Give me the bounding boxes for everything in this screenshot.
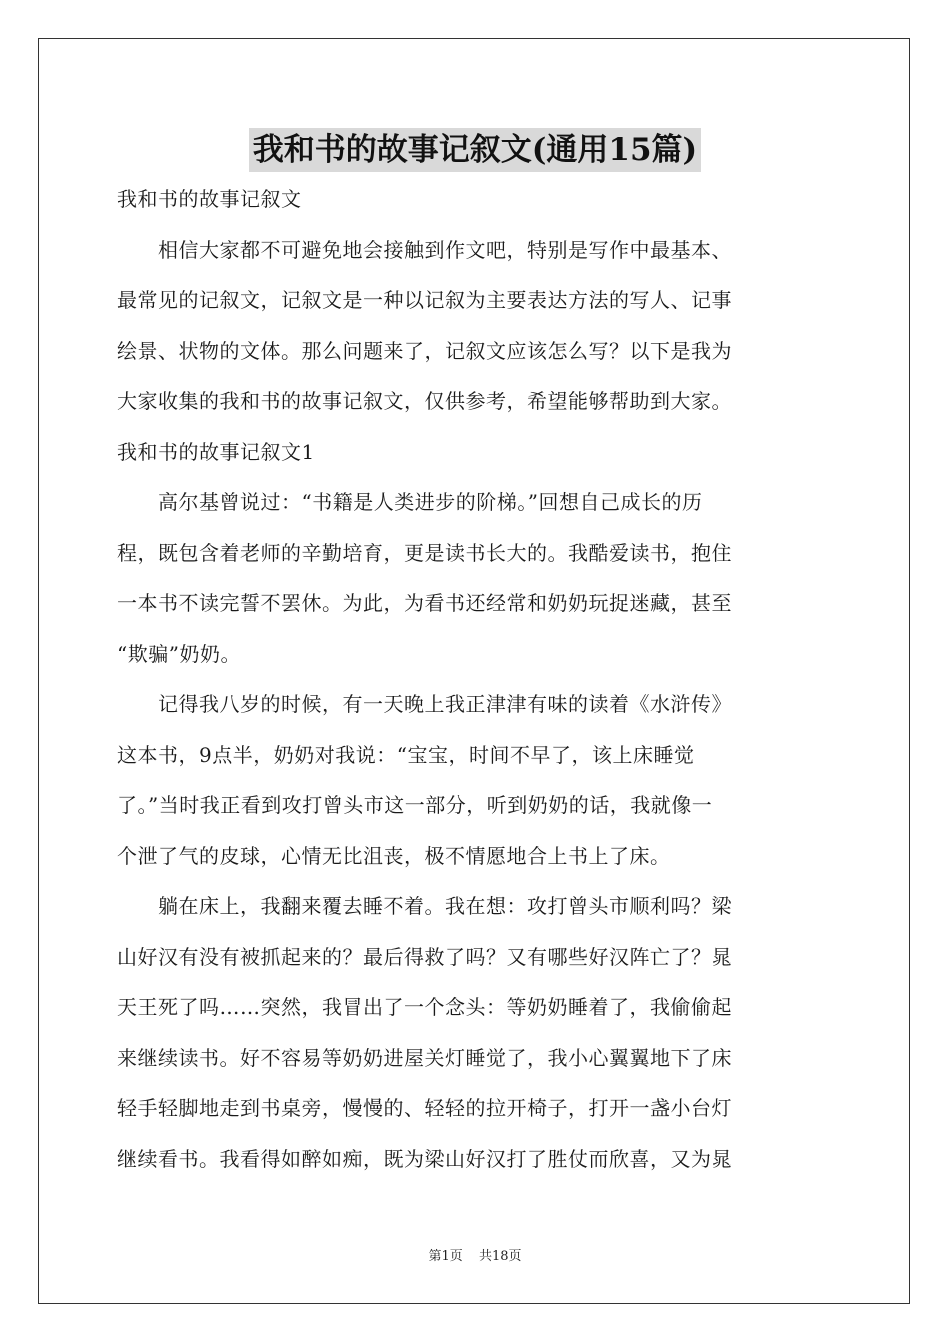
text-line: 轻手轻脚地走到书桌旁，慢慢的、轻轻的拉开椅子，打开一盏小台灯 — [117, 1096, 732, 1120]
text-line: 我和书的故事记叙文 — [117, 187, 302, 211]
page-footer — [0, 1245, 950, 1264]
text-line: 记得我八岁的时候，有一天晚上我正津津有味的读着《水浒传》 — [117, 692, 732, 716]
text-line: 一本书不读完誓不罢休。为此，为看书还经常和奶奶玩捉迷藏，甚至 — [117, 591, 732, 615]
text-line: 绘景、状物的文体。那么问题来了，记叙文应该怎么写？以下是我为 — [117, 338, 732, 363]
document-title: 我和书的故事记叙文(通用15篇) — [249, 128, 701, 172]
text-line: 程，既包含着老师的辛勤培育，更是读书长大的。我酷爱读书，抱住 — [117, 540, 732, 565]
text-line: 个泄了气的皮球，心情无比沮丧，极不情愿地合上书上了床。 — [117, 843, 671, 868]
text-line: 这本书，9点半，奶奶对我说：“宝宝，时间不早了，该上床睡觉 — [117, 742, 695, 767]
page-total: 共18页 — [478, 1249, 522, 1264]
text-line: 躺在床上，我翻来覆去睡不着。我在想：攻打曾头市顺利吗？梁 — [117, 894, 732, 918]
title-container — [0, 128, 950, 172]
text-line: 继续看书。我看得如醉如痴，既为梁山好汉打了胜仗而欣喜，又为晁 — [117, 1146, 732, 1171]
text-line: 高尔基曾说过：“书籍是人类进步的阶梯。”回想自己成长的历 — [117, 490, 703, 514]
text-line: 相信大家都不可避免地会接触到作文吧，特别是写作中最基本、 — [117, 237, 732, 262]
document-body — [117, 180, 835, 1190]
text-line: 最常见的记叙文，记叙文是一种以记叙为主要表达方法的写人、记事 — [117, 288, 732, 312]
text-line: 天王死了吗……突然，我冒出了一个念头：等奶奶睡着了，我偷偷起 — [117, 995, 732, 1019]
text-line: 来继续读书。好不容易等奶奶进屋关灯睡觉了，我小心翼翼地下了床 — [117, 1045, 732, 1070]
text-line: “欺骗”奶奶。 — [117, 641, 241, 666]
text-line: 了。”当时我正看到攻打曾头市这一部分，听到奶奶的话，我就像一 — [117, 793, 713, 817]
section-heading: 我和书的故事记叙文1 — [117, 439, 315, 464]
page-number: 第1页 — [428, 1249, 463, 1264]
text-line: 大家收集的我和书的故事记叙文，仅供参考，希望能够帮助到大家。 — [117, 389, 732, 413]
text-line: 山好汉有没有被抓起来的？最后得救了吗？又有哪些好汉阵亡了？晁 — [117, 944, 732, 969]
